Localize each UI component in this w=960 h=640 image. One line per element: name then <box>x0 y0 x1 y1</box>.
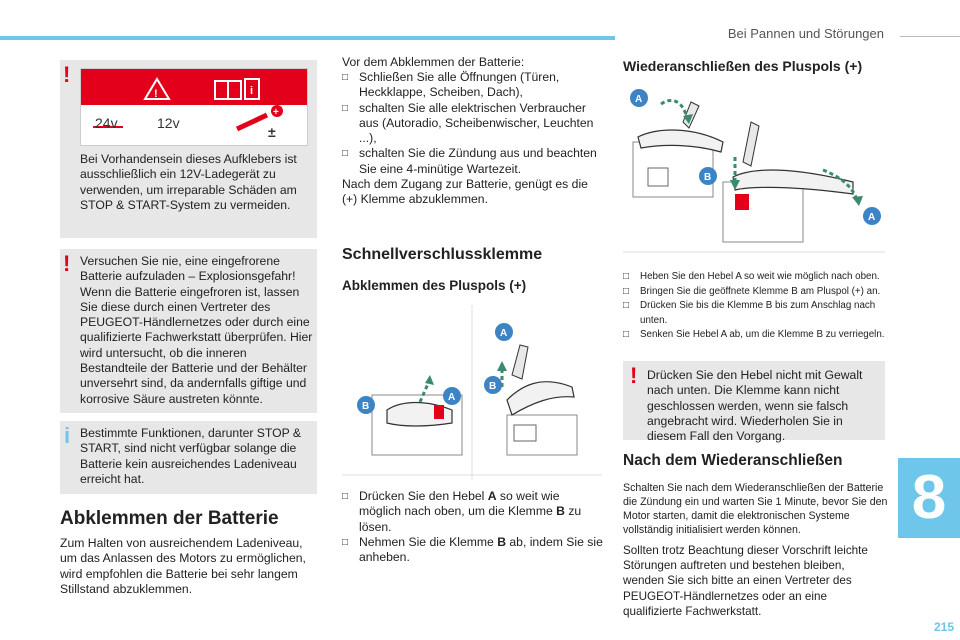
sticker-graphic <box>81 69 307 145</box>
lever-right <box>743 122 759 166</box>
callout-a-top-label: A <box>635 94 643 105</box>
disconnect-title: Abklemmen der Batterie <box>60 508 279 529</box>
battery-right <box>507 415 577 455</box>
frozen-battery-warning-text: Versuchen Sie nie, eine eingefrorene Batterie aufzuladen – Explosionsgefahr! Wenn die Batterie eingefroren ist, lassen Sie diese durch einen Vertreter des PEUGEOT-Händlernetzes oder durch eine qualifizierte Fachwerkstatt überprüfen. Hier wird untersucht, ob die inneren Bestandteile der Batterie und der Behälter unversehrt sind, da andernfalls giftige und korrosive Säure austreten könnte. <box>80 254 313 406</box>
list-item: □ Drücken Sie den Hebel A so weit wie möglich nach oben, um die Klemme B zu lösen. <box>342 489 604 535</box>
list-item: □ Schließen Sie alle Öffnungen (Türen, Heckklappe, Scheiben, Dach), <box>342 70 604 101</box>
positive-terminal-right <box>735 194 749 210</box>
svg-text:i: i <box>250 85 254 97</box>
battery-left <box>633 142 713 197</box>
list-item: □ Drücken Sie bis die Klemme B bis zum Anschlag nach unten. <box>623 299 885 328</box>
list-item: □ Heben Sie den Hebel A so weit wie möglich nach oben. <box>623 270 885 285</box>
list-item: □ Nehmen Sie die Klemme B ab, indem Sie sie anheben. <box>342 535 604 566</box>
hazard-mark: ! <box>154 88 158 100</box>
after-text-1: Schalten Sie nach dem Wiederanschließen der Batterie die Zündung ein und warten Sie 1 Minute, bevor Sie den Motor starten, damit die elektronischen Systeme vollständig initialisiert werden können. <box>623 482 888 536</box>
callout-b-label: B <box>704 172 712 183</box>
svg-text:+: + <box>273 107 279 118</box>
callout-b-right-label: B <box>489 381 497 392</box>
header-bar <box>0 36 615 40</box>
sticker-24v: 24v <box>95 115 118 131</box>
after-text-2: Sollten trotz Beachtung dieser Vorschrift leichte Störungen auftreten und bestehen bleiben, wenden Sie sich bitte an einen Vertreter des PEUGEOT-Händlernetzes oder an eine qualifizierte Fachwerkstatt. <box>623 544 868 618</box>
reconnect-figure <box>623 82 885 257</box>
warning-icon: ! <box>630 363 638 388</box>
ground-icon: ± <box>268 124 276 140</box>
disconnect-figure <box>342 305 602 480</box>
sticker-12v: 12v <box>157 115 180 131</box>
page-number: 215 <box>933 620 954 634</box>
warning-icon: ! <box>63 251 71 276</box>
charger-sticker <box>80 68 308 146</box>
battery-right <box>723 182 803 242</box>
clamp-right <box>733 170 853 194</box>
header-title: Bei Pannen und Störungen <box>727 26 884 41</box>
list-item: □ Bringen Sie die geöffnete Klemme B am Pluspol (+) an. <box>623 285 885 300</box>
quick-title: Schnellverschlussklemme <box>342 246 543 263</box>
raise-arrow <box>661 100 687 118</box>
header-rule <box>900 36 960 37</box>
positive-terminal-left <box>434 405 444 419</box>
chapter-tab: 8 <box>898 458 960 538</box>
list-item: □ Senken Sie Hebel A ab, um die Klemme B zu verriegeln. <box>623 328 885 343</box>
reconnect-warning-text: Drücken Sie den Hebel nicht mit Gewalt nach unten. Die Klemme kann nicht geschlossen werden, wenn sie falsch angebracht wird. Wiederholen Sie in diesem Fall den Vorgang. <box>647 368 863 444</box>
disconnect-text: Zum Halten von ausreichendem Ladeniveau, um das Anlassen des Motors zu ermöglichen, wird empfohlen die Batterie bei sehr langem Stillstand abzuklemmen. <box>60 536 306 596</box>
reconnect-steps <box>623 270 885 343</box>
sticker-warning-text: Bei Vorhandensein dieses Aufklebers ist ausschließlich ein 12V-Ladegerät zu verwenden, um irreparable Schäden am STOP & START-System zu vermeiden. <box>80 152 297 212</box>
callout-a-right-label: A <box>500 328 508 339</box>
before-outro: Nach dem Zugang zur Batterie, genügt es die (+) Klemme abzuklemmen. <box>342 177 588 207</box>
list-item: □ schalten Sie alle elektrischen Verbraucher aus (Autoradio, Scheibenwischer, Leuchten ...), <box>342 101 604 147</box>
callout-b-left-label: B <box>362 401 370 412</box>
before-intro: Vor dem Abklemmen der Batterie: <box>342 55 525 69</box>
after-title: Nach dem Wiederanschließen <box>623 452 843 469</box>
quick-subtitle: Abklemmen des Pluspols (+) <box>342 278 527 293</box>
lever-right <box>512 345 528 379</box>
clamp-icon <box>237 115 267 129</box>
warning-icon: ! <box>63 62 71 87</box>
clamp-right <box>507 382 574 415</box>
quick-steps <box>342 489 604 565</box>
info-text: Bestimmte Funktionen, darunter STOP & START, sind nicht verfügbar solange die Batterie kein ausreichendes Ladeniveau erreicht hat. <box>80 426 302 486</box>
callout-a-right-label: A <box>868 212 876 223</box>
list-item: □ schalten Sie die Zündung aus und beachten Sie eine 4-minütige Wartezeit. <box>342 146 604 177</box>
info-icon: i <box>64 423 71 448</box>
before-steps <box>342 70 604 177</box>
callout-a-left-label: A <box>448 392 456 403</box>
clamp-left <box>638 130 723 152</box>
reconnect-title: Wiederanschließen des Pluspols (+) <box>623 58 863 74</box>
